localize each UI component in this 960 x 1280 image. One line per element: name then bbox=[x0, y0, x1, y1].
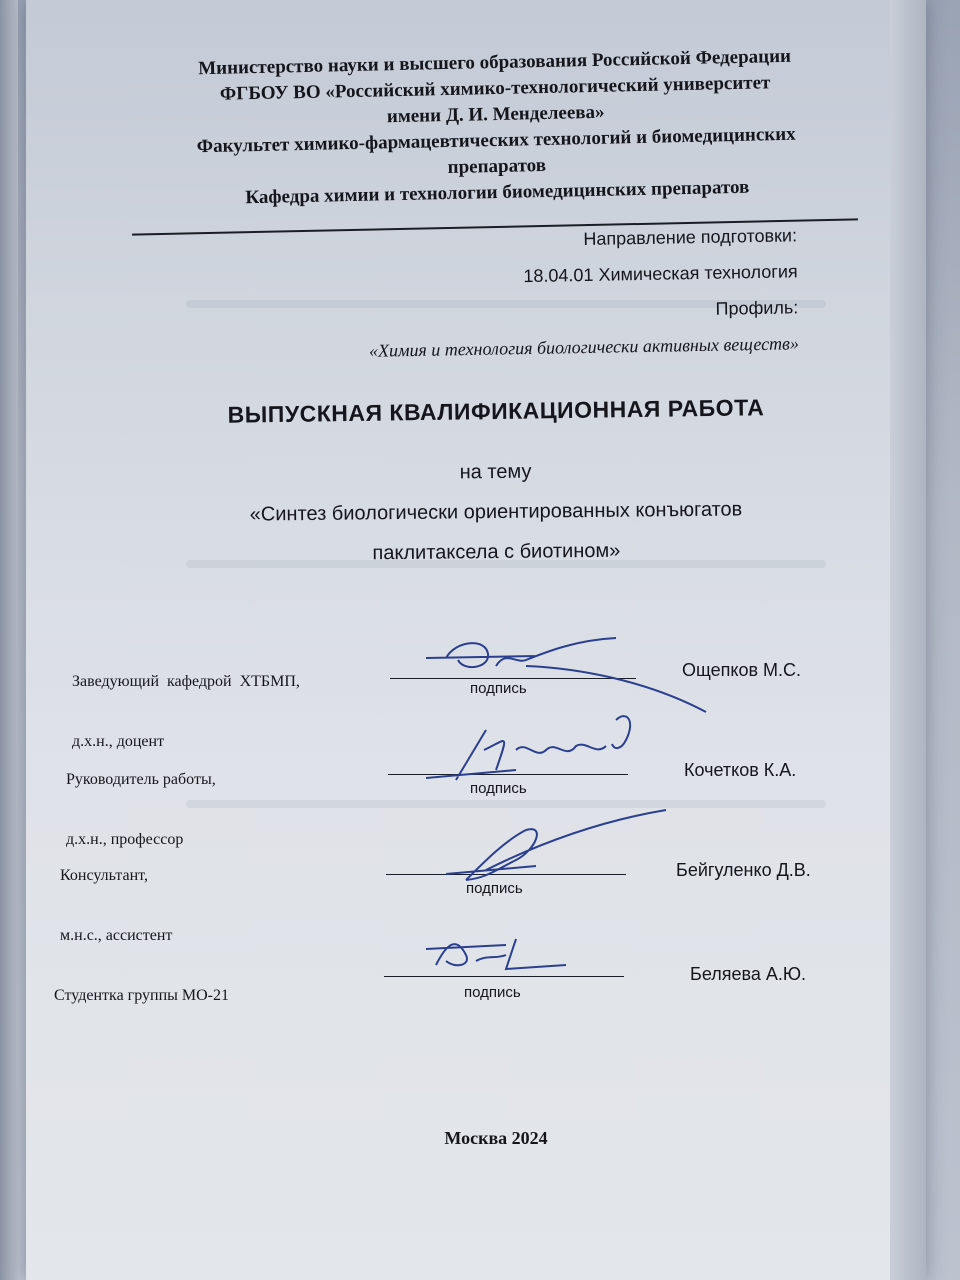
topic-prefix: на тему bbox=[459, 460, 532, 484]
profile-value: «Химия и технология биологически активных веществ» bbox=[368, 333, 800, 361]
page-right-edge bbox=[890, 0, 926, 1280]
signatory-name: Бейгуленко Д.В. bbox=[676, 860, 811, 880]
topic-line-2: паклитаксела с биотином» bbox=[372, 539, 621, 565]
header-line: Факультет химико-фармацевтических технологий и биомедицинских bbox=[196, 123, 796, 158]
program-block bbox=[257, 217, 799, 370]
role-line: м.н.с., ассистент bbox=[60, 927, 173, 944]
role-line: д.х.н., профессор bbox=[66, 831, 184, 848]
document-title: ВЫПУСКНАЯ КВАЛИФИКАЦИОННАЯ РАБОТА bbox=[227, 394, 765, 428]
signatory-role bbox=[54, 946, 229, 1046]
topic-line-1: «Синтез биологически ориентированных конъюгатов bbox=[249, 498, 743, 526]
header-line: Министерство науки и высшего образования Российской Федерации bbox=[198, 45, 792, 80]
signature-caption: подпись bbox=[470, 680, 527, 697]
role-line: д.х.н., доцент bbox=[72, 733, 165, 750]
signature-caption: подпись bbox=[466, 880, 523, 897]
direction-label: Направление подготовки: bbox=[583, 225, 798, 250]
handwritten-signature bbox=[416, 925, 586, 985]
role-line: Руководитель работы, bbox=[66, 771, 216, 788]
role-line: Консультант, bbox=[60, 867, 148, 884]
book-spine-edge bbox=[0, 0, 18, 1280]
profile-label: Профиль: bbox=[715, 297, 799, 319]
role-line: Заведующий кафедрой ХТБМП, bbox=[72, 673, 300, 690]
title-page bbox=[26, 0, 926, 1280]
header-line: ФГБОУ ВО «Российский химико-технологический университет bbox=[219, 72, 771, 105]
institution-header bbox=[134, 42, 857, 213]
handwritten-signature bbox=[426, 700, 666, 790]
signatory-name: Беляева А.Ю. bbox=[690, 964, 807, 984]
role-line: Студентка группы МО-21 bbox=[54, 987, 229, 1004]
header-line: имени Д. И. Менделеева» bbox=[386, 101, 605, 128]
signature-caption: подпись bbox=[470, 780, 527, 797]
handwritten-signature bbox=[426, 800, 676, 890]
signatory-name: Кочетков К.А. bbox=[684, 760, 797, 780]
thesis-topic bbox=[135, 448, 856, 576]
direction-value: 18.04.01 Химическая технология bbox=[523, 261, 798, 287]
signature-caption: подпись bbox=[464, 984, 521, 1001]
header-line: Кафедра химии и технологии биомедицинских препаратов bbox=[245, 176, 750, 209]
city-year: Москва 2024 bbox=[444, 1128, 548, 1148]
header-line: препаратов bbox=[447, 154, 547, 179]
signatory-name: Ощепков М.С. bbox=[682, 660, 802, 680]
